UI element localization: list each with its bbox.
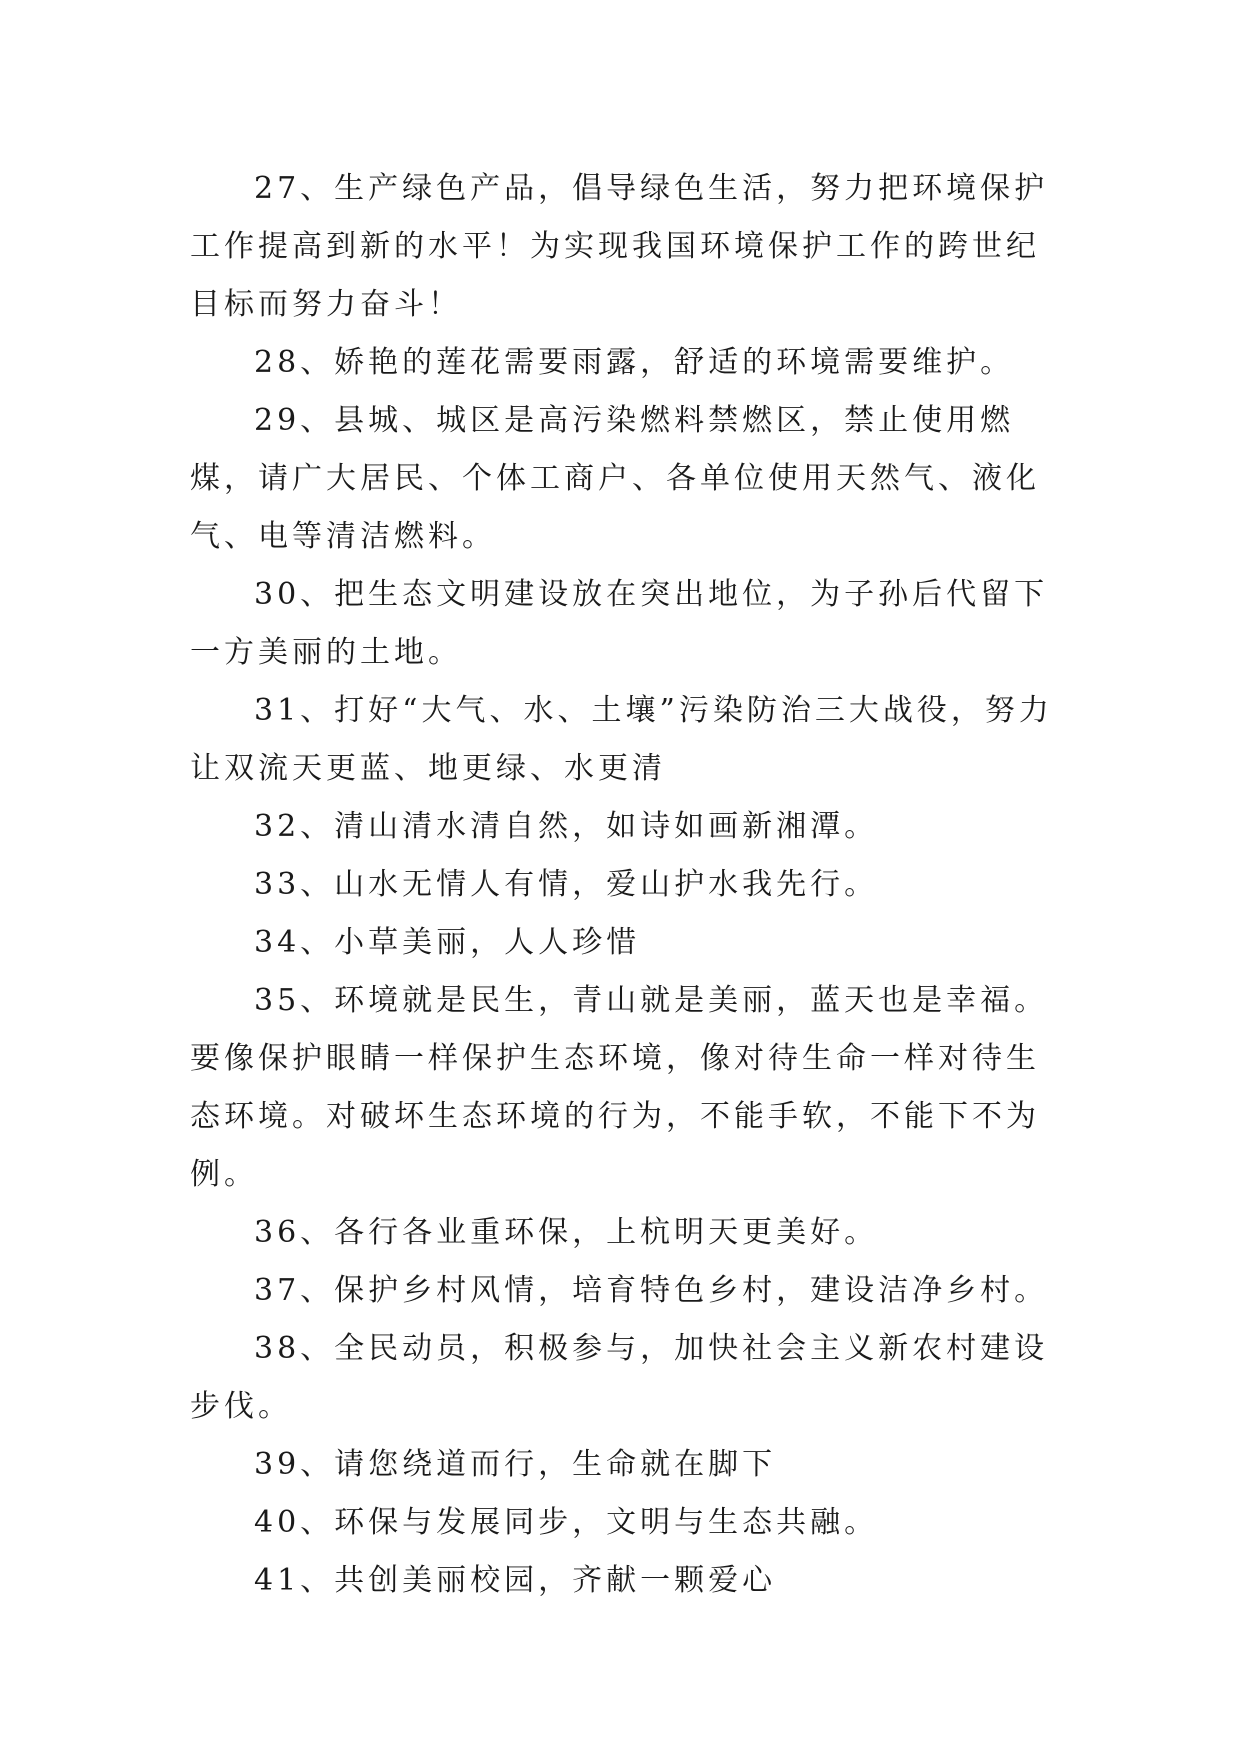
paragraph-35: 35、环境就是民生，青山就是美丽，蓝天也是幸福。要像保护眼睛一样保护生态环境，像对待生命一样对待生态环境。对破坏生态环境的行为，不能手软，不能下不为例。 bbox=[190, 983, 1049, 1192]
paragraph-34: 34、小草美丽，人人珍惜 bbox=[254, 925, 641, 960]
paragraph-39: 39、请您绕道而行，生命就在脚下 bbox=[254, 1447, 777, 1482]
paragraph-29: 29、县城、城区是高污染燃料禁燃区，禁止使用燃煤，请广大居民、个体工商户、各单位使用天然气、液化气、电等清洁燃料。 bbox=[190, 403, 1040, 554]
paragraph-36: 36、各行各业重环保，上杭明天更美好。 bbox=[254, 1215, 879, 1250]
paragraph-38: 38、全民动员，积极参与，加快社会主义新农村建设步伐。 bbox=[190, 1331, 1049, 1424]
paragraph-40: 40、环保与发展同步，文明与生态共融。 bbox=[254, 1505, 879, 1540]
paragraph-27: 27、生产绿色产品，倡导绿色生活，努力把环境保护工作提高到新的水平！为实现我国环境保护工作的跨世纪目标而努力奋斗！ bbox=[190, 171, 1049, 322]
paragraph-33: 33、山水无情人有情，爱山护水我先行。 bbox=[254, 867, 879, 902]
paragraph-32: 32、清山清水清自然，如诗如画新湘潭。 bbox=[254, 809, 879, 844]
paragraph-31: 31、打好“大气、水、土壤”污染防治三大战役，努力让双流天更蓝、地更绿、水更清 bbox=[190, 693, 1053, 786]
paragraph-30: 30、把生态文明建设放在突出地位，为子孙后代留下一方美丽的土地。 bbox=[190, 577, 1049, 670]
document-body bbox=[190, 160, 1070, 1610]
paragraph-28: 28、娇艳的莲花需要雨露，舒适的环境需要维护。 bbox=[254, 345, 1015, 380]
paragraph-37: 37、保护乡村风情，培育特色乡村，建设洁净乡村。 bbox=[254, 1273, 1049, 1308]
paragraph-41: 41、共创美丽校园，齐献一颗爱心 bbox=[254, 1563, 777, 1598]
